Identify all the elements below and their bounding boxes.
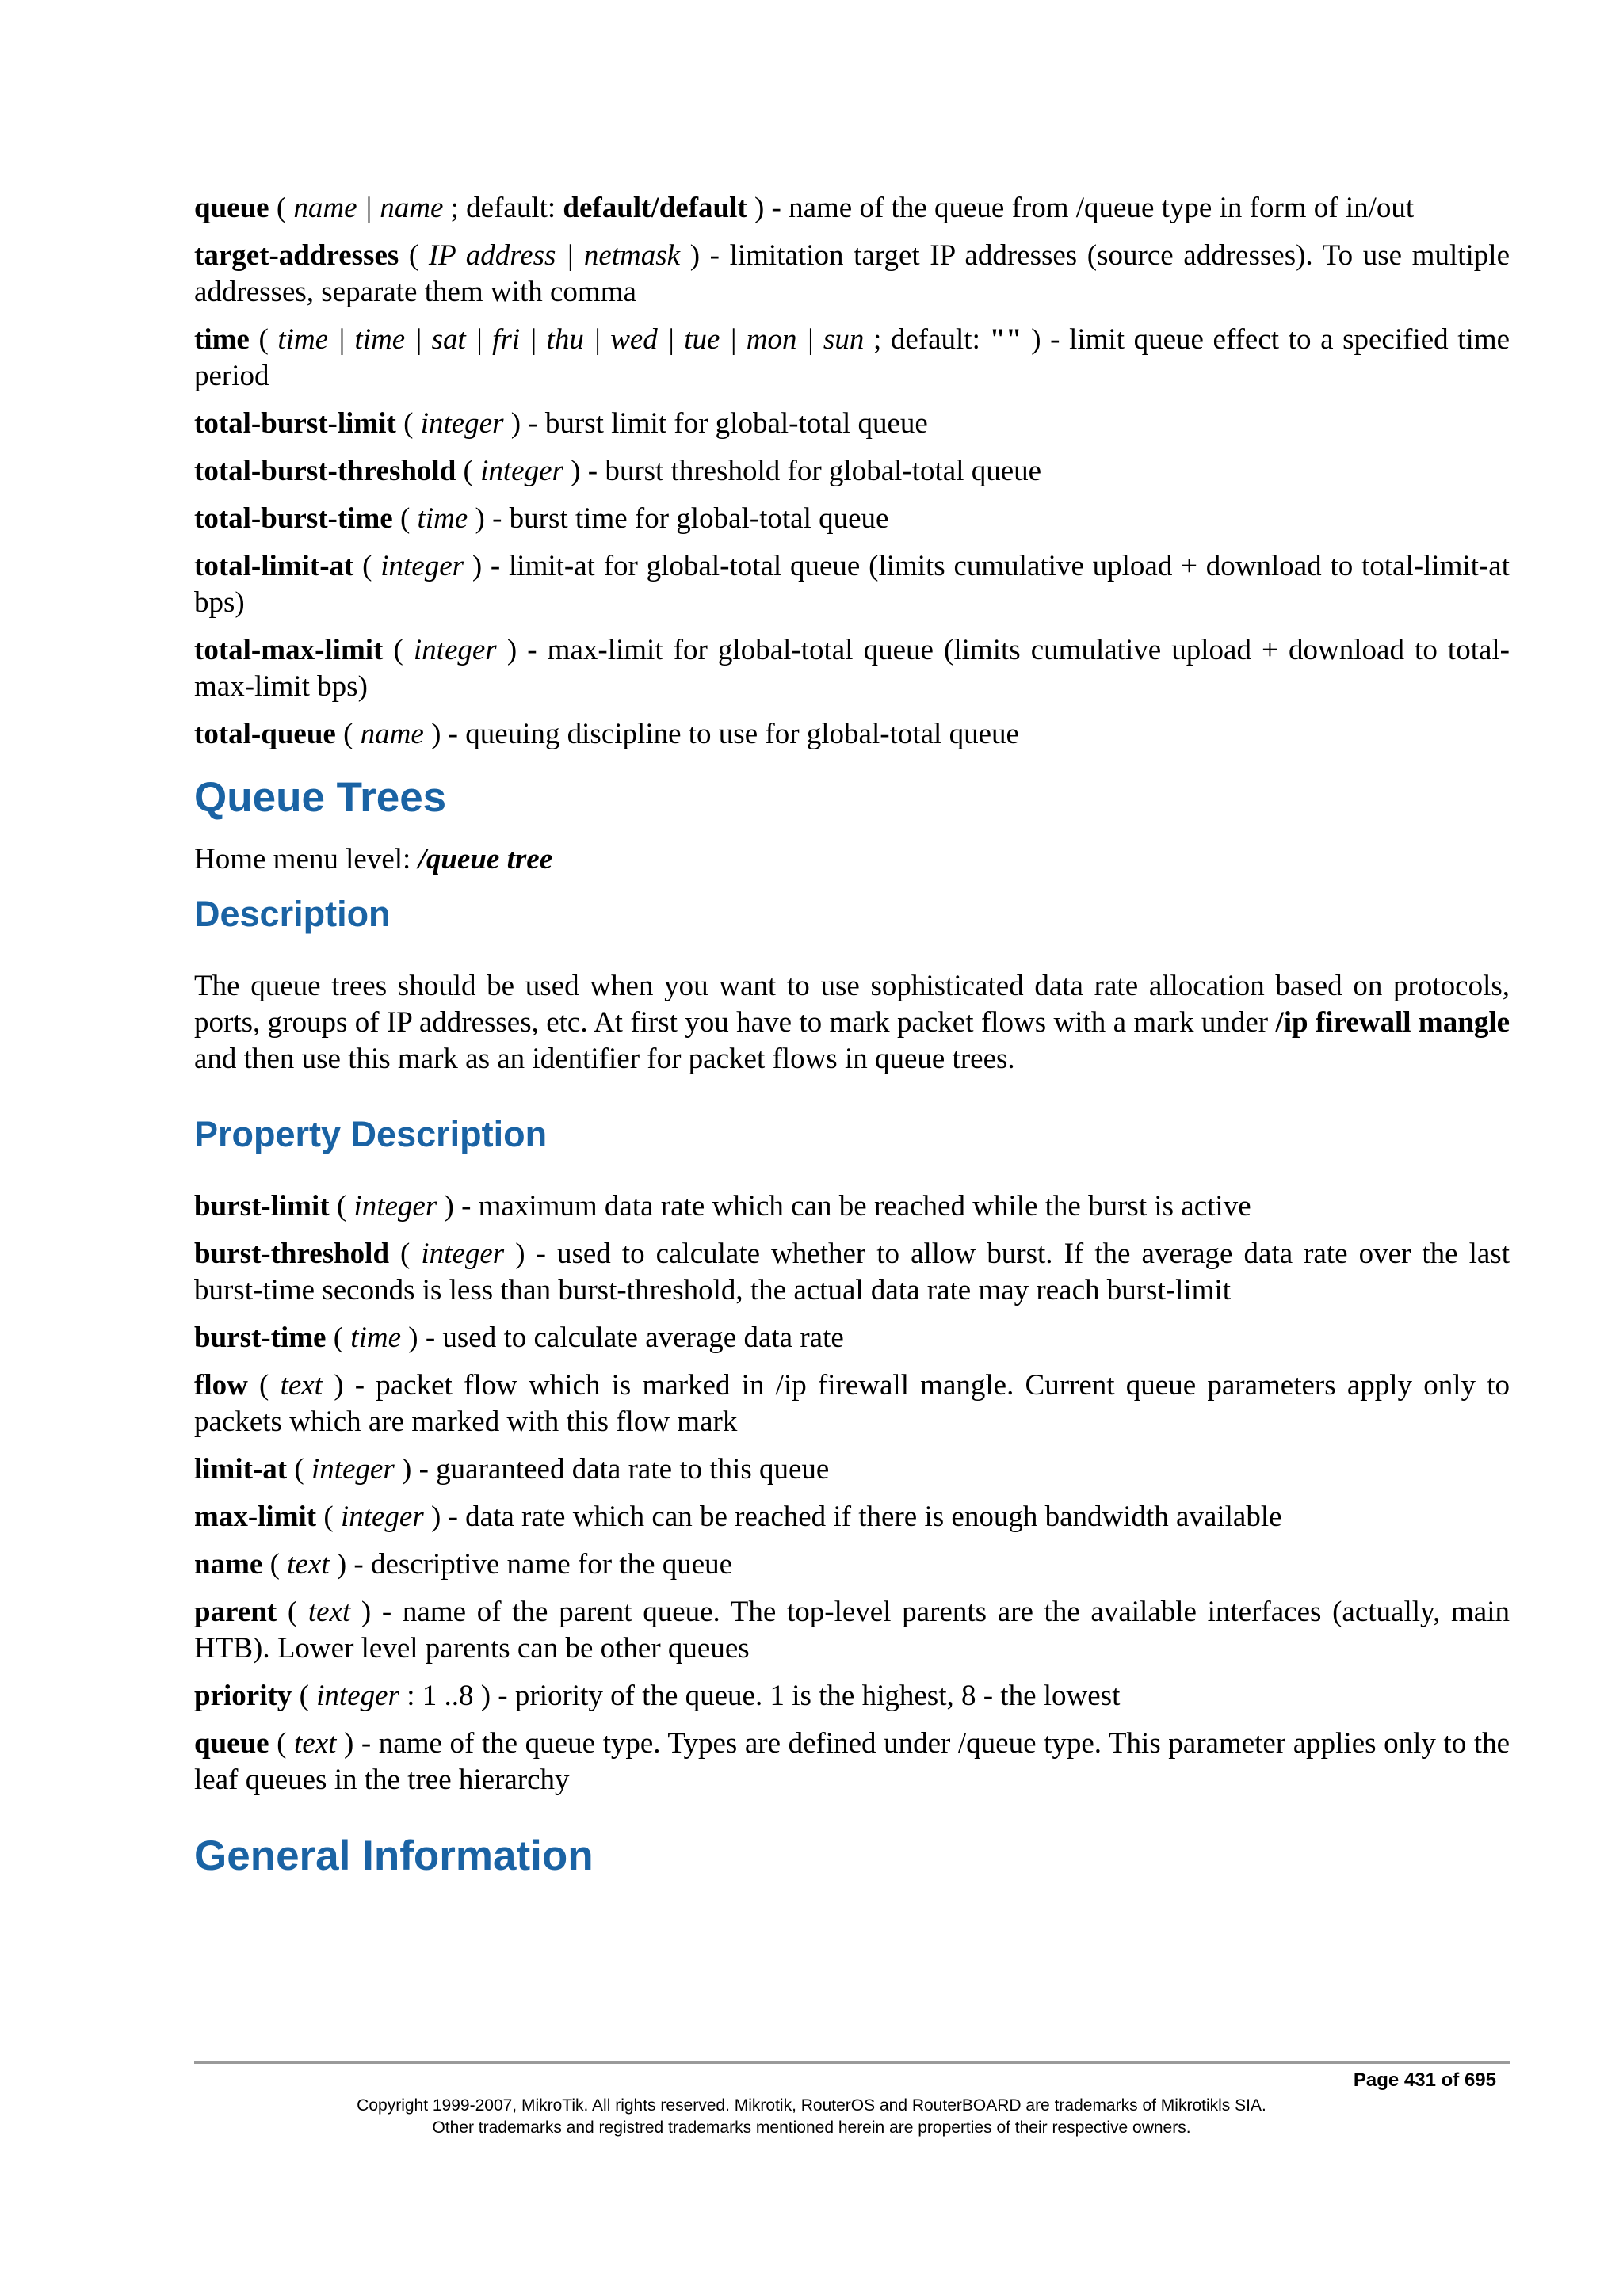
property-burst-time: burst-time ( time ) - used to calculate average data rate (194, 1322, 844, 1354)
property-name: limit-at (194, 1453, 288, 1486)
property-name: time (194, 323, 250, 356)
property-desc: ) - descriptive name for the queue (336, 1548, 733, 1581)
property-desc: ) - data rate which can be reached if there is enough bandwidth available (431, 1501, 1282, 1533)
property-total-max-limit: total-max-limit ( integer ) - max-limit for global-total queue (limits cumulative upload + download to total-max-limit bps) (194, 634, 1510, 703)
property-type: integer (353, 1190, 437, 1222)
menu-label: Home menu level: (194, 843, 411, 875)
property-type: integer (413, 634, 497, 666)
property-total-limit-at: total-limit-at ( integer ) - limit-at for global-total queue (limits cumulative upload + download to total-limit-at bps) (194, 550, 1510, 619)
property-queue: queue ( text ) - name of the queue type. Types are defined under /queue type. This parameter applies only to the leaf queues in the tree hierarchy (194, 1727, 1510, 1796)
general-information-heading: General Information (194, 1833, 594, 1879)
property-type: name | name (293, 192, 444, 224)
default-label: ; default: (873, 323, 980, 356)
property-flow: flow ( text ) - packet flow which is marked in /ip firewall mangle. Current queue parameters apply only to packets which are marked with this flow mark (194, 1369, 1510, 1438)
property-limit-at: limit-at ( integer ) - guaranteed data rate to this queue (194, 1453, 830, 1486)
property-name: total-burst-time (194, 502, 393, 535)
top-property-list (194, 190, 1510, 753)
property-desc: ) - priority of the queue. 1 is the highest, 8 - the lowest (480, 1680, 1121, 1712)
property-name: name ( text ) - descriptive name for the queue (194, 1548, 733, 1581)
property-name: total-burst-limit (194, 407, 396, 440)
property-total-queue: total-queue ( name ) - queuing discipline to use for global-total queue (194, 718, 1019, 750)
property-name: total-queue (194, 718, 336, 750)
description-text: and then use this mark as an identifier for packet flows in queue trees. (194, 1043, 1015, 1075)
default-value: default/default (563, 192, 747, 224)
footer-copyright: Copyright 1999-2007, MikroTik. All rights reserved. Mikrotik, RouterOS and RouterBOARD are trademarks of Mikrotikls SIA. (357, 2096, 1266, 2115)
property-desc: ) - burst limit for global-total queue (510, 407, 928, 440)
description-text: The queue trees should be used when you want to use sophisticated data rate allocation based on protocols, ports, groups of IP addresses, etc. At first you have to mark packet flows with a mark under (194, 970, 1510, 1039)
property-desc: ) - name of the parent queue. The top-level parents are the available interfaces (actually, main HTB). Lower level parents can be other queues (194, 1596, 1510, 1665)
property-range: : 1 ..8 (407, 1680, 474, 1712)
property-description-heading: Property Description (194, 1114, 548, 1154)
property-burst-threshold: burst-threshold ( integer ) - used to calculate whether to allow burst. If the average data rate over the last burst-time seconds is less than burst-threshold, the actual data rate may reach burst-limit (194, 1238, 1510, 1306)
property-name: priority (194, 1680, 292, 1712)
home-menu-level (194, 841, 1510, 878)
property-burst-limit: burst-limit ( integer ) - maximum data rate which can be reached while the burst is active (194, 1190, 1251, 1222)
property-type: text (294, 1727, 337, 1760)
property-type: integer (420, 407, 504, 440)
property-desc: ) - maximum data rate which can be reached while the burst is active (444, 1190, 1251, 1222)
menu-path: /queue tree (418, 843, 553, 875)
queue-trees-heading: Queue Trees (194, 774, 447, 821)
footer-divider (194, 2061, 1510, 2064)
property-desc: ) - limit-at for global-total queue (limits cumulative upload + download to total-limit-at bps) (194, 550, 1510, 619)
property-name: total-limit-at (194, 550, 354, 582)
property-type: integer (480, 455, 563, 487)
property-type: integer (421, 1238, 505, 1270)
property-queue: queue ( name | name ; default: default/default ) - name of the queue from /queue type in form of in/out (194, 192, 1415, 224)
page-content (194, 190, 1510, 1900)
property-max-limit: max-limit ( integer ) - data rate which can be reached if there is enough bandwidth available (194, 1501, 1282, 1533)
property-name: total-max-limit (194, 634, 384, 666)
property-type: integer (380, 550, 464, 582)
property-desc: ) - max-limit for global-total queue (limits cumulative upload + download to total-max-limit bps) (194, 634, 1510, 703)
property-total-burst-time: total-burst-time ( time ) - burst time for global-total queue (194, 502, 889, 535)
property-desc: ) - used to calculate average data rate (408, 1322, 844, 1354)
property-desc: ) - queuing discipline to use for global-total queue (431, 718, 1019, 750)
property-target-addresses: target-addresses ( IP address | netmask ) - limitation target IP addresses (source addresses). To use multiple addresses, separate them with comma (194, 239, 1510, 308)
property-desc: ) - packet flow which is marked in /ip firewall mangle. Current queue parameters apply only to packets which are marked with this flow mark (194, 1369, 1510, 1438)
property-name: queue (194, 192, 269, 224)
property-total-burst-threshold: total-burst-threshold ( integer ) - burst threshold for global-total queue (194, 455, 1042, 487)
property-type: text (307, 1596, 351, 1628)
property-type: name (360, 718, 424, 750)
property-desc: ) - burst time for global-total queue (475, 502, 889, 535)
property-name: burst-threshold (194, 1238, 390, 1270)
default-value: "" (989, 323, 1022, 356)
default-label: ; default: (450, 192, 556, 224)
property-name: queue (194, 1727, 269, 1760)
property-parent: parent ( text ) - name of the parent queue. The top-level parents are the available interfaces (actually, main HTB). Lower level parents can be other queues (194, 1596, 1510, 1665)
property-type: time | time | sat | fri | thu | wed | tue | mon | sun (277, 323, 865, 356)
property-desc: ) - limit queue effect to a specified time period (194, 323, 1510, 392)
property-type: time (417, 502, 468, 535)
property-priority: priority ( integer : 1 ..8 ) - priority of the queue. 1 is the highest, 8 - the lowest (194, 1680, 1121, 1712)
property-name: total-burst-threshold (194, 455, 456, 487)
property-type: integer (316, 1680, 399, 1712)
property-total-burst-limit: total-burst-limit ( integer ) - burst limit for global-total queue (194, 407, 928, 440)
property-desc: ) - burst threshold for global-total queue (571, 455, 1042, 487)
property-desc: ) - guaranteed data rate to this queue (402, 1453, 830, 1486)
description-paragraph (194, 968, 1510, 1077)
property-name: flow (194, 1369, 248, 1402)
property-name-label: name (194, 1548, 263, 1581)
description-heading: Description (194, 894, 391, 934)
property-desc: ) - name of the queue from /queue type in form of in/out (754, 192, 1415, 224)
property-desc: ) - name of the queue type. Types are defined under /queue type. This parameter applies only to the leaf queues in the tree hierarchy (194, 1727, 1510, 1796)
property-time: time ( time | time | sat | fri | thu | wed | tue | mon | sun ; default: "" ) - limit queue effect to a specified time period (194, 323, 1510, 392)
page-number: Page 431 of 695 (1353, 2069, 1496, 2091)
property-desc: ) - limitation target IP addresses (source addresses). To use multiple addresses, separate them with comma (194, 239, 1510, 308)
property-name: max-limit (194, 1501, 317, 1533)
property-type: integer (340, 1501, 424, 1533)
property-name: burst-time (194, 1322, 327, 1354)
queue-tree-property-list (194, 1188, 1510, 1798)
footer-trademarks: Other trademarks and registred trademarks mentioned herein are properties of their respective owners. (432, 2119, 1191, 2137)
property-type: time (350, 1322, 401, 1354)
property-name: burst-limit (194, 1190, 330, 1222)
property-desc: ) - used to calculate whether to allow burst. If the average data rate over the last burst-time seconds is less than burst-threshold, the actual data rate may reach burst-limit (194, 1238, 1510, 1306)
property-type: IP address | netmask (428, 239, 681, 272)
property-type: text (287, 1548, 330, 1581)
property-type: integer (311, 1453, 395, 1486)
property-type: text (280, 1369, 323, 1402)
property-name: target-addresses (194, 239, 399, 272)
property-name: parent (194, 1596, 277, 1628)
description-bold-path: /ip firewall mangle (1275, 1006, 1510, 1039)
